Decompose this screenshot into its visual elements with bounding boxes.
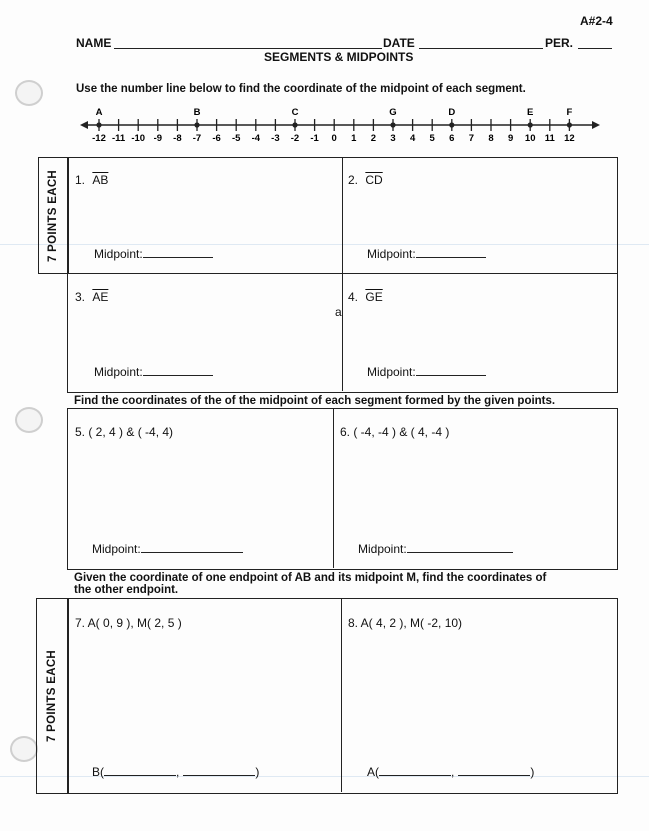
problem-7: 7. A( 0, 9 ), M( 2, 5 ) [75, 616, 182, 630]
answer-close: ) [530, 765, 535, 779]
stray-mark: a [335, 305, 342, 319]
instructions-part1: Use the number line below to find the coordinate of the midpoint of each segment. [76, 83, 526, 95]
point-label: C [291, 107, 299, 118]
midpoint-label: Midpoint: [367, 247, 416, 261]
segment-label: $\overline{AB}$ [92, 173, 109, 187]
point-label: A [95, 107, 103, 118]
point-label: D [448, 107, 456, 118]
answer-comma: , [176, 765, 180, 779]
instructions-part3-line1: Given the coordinate of one endpoint of AB and its midpoint M, find the coordinates of [74, 572, 547, 584]
problem-number: 1. [75, 173, 86, 187]
page-title: SEGMENTS & MIDPOINTS [264, 50, 414, 64]
point-label: B [193, 107, 201, 118]
points-tag [36, 598, 69, 794]
instructions-part3-line2: the other endpoint. [74, 584, 179, 596]
problem-3 [75, 290, 108, 304]
assignment-code: A#2-4 [580, 14, 613, 28]
tick-label: 1 [351, 133, 357, 144]
tick-label: -7 [192, 133, 202, 144]
divider [333, 408, 334, 568]
left-arrow-icon [80, 121, 88, 129]
answer-blank[interactable] [407, 541, 513, 553]
problem-4 [348, 290, 383, 304]
tick-label: 9 [507, 133, 514, 144]
point-label: F [566, 107, 573, 118]
midpoint-3 [94, 364, 213, 379]
midpoint-label: Midpoint: [367, 365, 416, 379]
tick-label: -9 [153, 133, 163, 144]
midpoint-5 [92, 541, 243, 556]
tick-label: -2 [290, 133, 300, 144]
tick-label: 7 [468, 133, 475, 144]
tick-label: -3 [271, 133, 280, 144]
point-d [449, 122, 454, 127]
tick-label: -12 [92, 133, 106, 144]
midpoint-label: Midpoint: [92, 542, 141, 556]
point-e [528, 122, 533, 127]
per-label: PER. [545, 36, 574, 50]
point-label: E [527, 107, 534, 118]
tick-label: -1 [310, 133, 319, 144]
answer-open: A( [367, 765, 379, 779]
tick-label: 6 [449, 133, 455, 144]
binder-hole [10, 736, 38, 762]
answer-blank-y[interactable] [183, 764, 255, 776]
midpoint-4 [367, 364, 486, 379]
answer-comma: , [451, 765, 455, 779]
segment-label: $\overline{AE}$ [92, 290, 109, 304]
answer-8 [367, 764, 534, 779]
divider [341, 598, 342, 792]
answer-open: B( [92, 765, 104, 779]
points-tag-label: 7 POINTS EACH [47, 169, 60, 262]
binder-hole [15, 407, 43, 433]
tick-label: 11 [544, 133, 555, 144]
midpoint-1 [94, 246, 213, 261]
tick-label: -4 [251, 133, 261, 144]
name-field[interactable] [114, 48, 382, 49]
midpoint-label: Midpoint: [94, 247, 143, 261]
divider [67, 273, 617, 274]
answer-blank[interactable] [143, 364, 213, 376]
problem-number: 2. [348, 173, 359, 187]
midpoint-2 [367, 246, 486, 261]
problem-number: 4. [348, 290, 359, 304]
tick-label: 10 [524, 133, 536, 144]
midpoint-label: Midpoint: [94, 365, 143, 379]
answer-blank[interactable] [416, 364, 486, 376]
tick-label: -8 [173, 133, 182, 144]
point-b [194, 122, 199, 127]
tick-label: 8 [488, 133, 494, 144]
point-label: G [389, 107, 397, 118]
problem-5: 5. ( 2, 4 ) & ( -4, 4) [75, 425, 174, 439]
tick-label: -10 [131, 133, 146, 144]
tick-label: 4 [409, 133, 416, 144]
tick-label: -11 [111, 133, 126, 144]
problem-8: 8. A( 4, 2 ), M( -2, 10) [348, 616, 463, 630]
point-f [567, 122, 572, 127]
points-tag-label: 7 POINTS EACH [46, 649, 59, 743]
point-c [292, 122, 297, 127]
answer-blank-y[interactable] [458, 764, 530, 776]
tick-label: 5 [429, 133, 435, 144]
tick-label: -6 [212, 133, 221, 144]
date-field[interactable] [419, 48, 543, 49]
tick-label: 0 [331, 133, 337, 144]
point-g [390, 122, 395, 127]
tick-label: 12 [564, 133, 575, 144]
right-arrow-icon [592, 121, 600, 129]
answer-7 [92, 764, 259, 779]
period-field[interactable] [578, 48, 612, 49]
midpoint-6 [358, 541, 513, 556]
date-label: DATE [383, 36, 415, 50]
problem-2 [348, 173, 383, 187]
answer-blank[interactable] [143, 246, 213, 258]
midpoint-label: Midpoint: [358, 542, 407, 556]
name-label: NAME [76, 36, 112, 50]
answer-blank-x[interactable] [104, 764, 176, 776]
number-line [0, 100, 649, 150]
tick-label: -5 [231, 133, 241, 144]
problem-1 [75, 173, 108, 187]
tick-label: 2 [370, 133, 377, 144]
point-a [96, 122, 101, 127]
instructions-part3 [74, 572, 546, 596]
problem-6: 6. ( -4, -4 ) & ( 4, -4 ) [340, 425, 450, 439]
points-tag [38, 157, 69, 274]
answer-blank[interactable] [141, 541, 243, 553]
problem-number: 3. [75, 290, 86, 304]
segment-label: $\overline{CD}$ [365, 173, 383, 187]
instructions-part2: Find the coordinates of the of the midpoint of each segment formed by the given points. [74, 395, 556, 407]
divider [342, 157, 343, 391]
answer-blank[interactable] [416, 246, 486, 258]
answer-close: ) [255, 765, 260, 779]
segment-label: $\overline{GE}$ [365, 290, 383, 304]
answer-blank-x[interactable] [379, 764, 451, 776]
tick-label: 3 [390, 133, 396, 144]
